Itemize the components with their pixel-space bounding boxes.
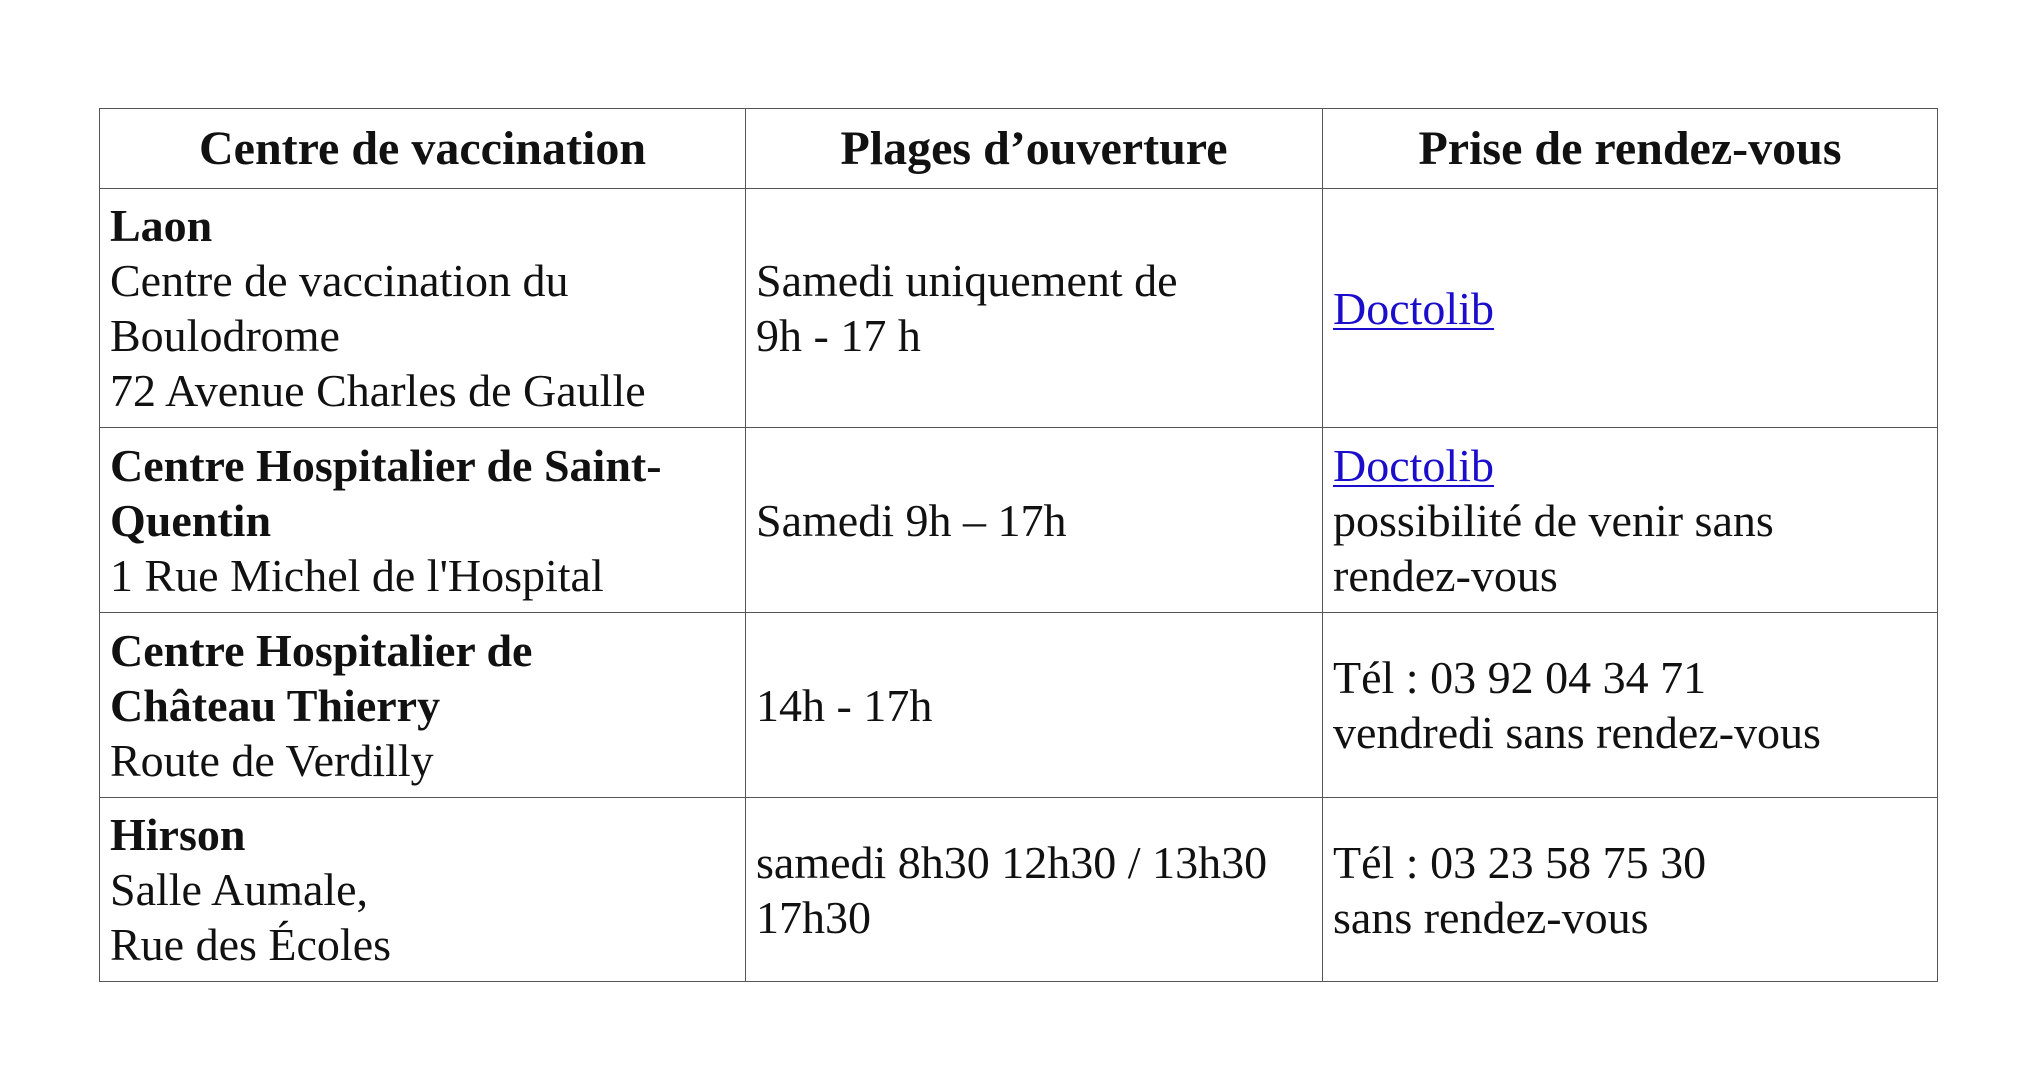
center-name: Quentin <box>110 494 272 546</box>
center-address: 1 Rue Michel de l'Hospital <box>110 549 604 601</box>
hours-text: Samedi uniquement de <box>756 255 1178 306</box>
center-name: Hirson <box>110 809 246 860</box>
center-address: Boulodrome <box>110 310 340 361</box>
hours-cell <box>746 613 1323 798</box>
table-row <box>100 798 1938 982</box>
booking-text: rendez-vous <box>1333 549 1558 601</box>
hours-cell <box>746 189 1323 428</box>
booking-phone: Tél : 03 92 04 34 71 <box>1333 652 1707 703</box>
hours-text: Samedi 9h – 17h <box>756 494 1067 546</box>
header-booking: Prise de rendez-vous <box>1323 109 1938 189</box>
header-center: Centre de vaccination <box>100 109 746 189</box>
table-row <box>100 428 1938 613</box>
center-cell <box>100 189 746 428</box>
booking-cell <box>1323 189 1938 428</box>
booking-cell <box>1323 428 1938 613</box>
center-name: Centre Hospitalier de Saint- <box>110 439 662 491</box>
center-cell <box>100 428 746 613</box>
center-name: Centre Hospitalier de <box>110 624 533 676</box>
center-address: 72 Avenue Charles de Gaulle <box>110 365 646 416</box>
header-hours: Plages d’ouverture <box>746 109 1323 189</box>
booking-text: vendredi sans rendez-vous <box>1333 707 1821 758</box>
table-row <box>100 613 1938 798</box>
table-row <box>100 189 1938 428</box>
doctolib-link[interactable]: Doctolib <box>1333 439 1494 491</box>
center-cell <box>100 798 746 982</box>
center-cell <box>100 613 746 798</box>
booking-cell <box>1323 613 1938 798</box>
hours-text: samedi 8h30 12h30 / 13h30 <box>756 836 1268 888</box>
hours-text: 17h30 <box>756 891 871 943</box>
center-address: Rue des Écoles <box>110 919 392 970</box>
center-address: Centre de vaccination du <box>110 255 569 306</box>
center-name: Laon <box>110 200 213 251</box>
center-address: Salle Aumale, <box>110 864 369 915</box>
vaccination-centers-table <box>99 108 1938 982</box>
hours-text: 14h - 17h <box>756 679 933 731</box>
booking-phone: Tél : 03 23 58 75 30 <box>1333 836 1707 888</box>
hours-text: 9h - 17 h <box>756 310 921 361</box>
doctolib-link[interactable]: Doctolib <box>1333 282 1494 334</box>
booking-text: possibilité de venir sans <box>1333 494 1774 546</box>
hours-cell <box>746 428 1323 613</box>
header-row <box>100 109 1938 189</box>
center-name: Château Thierry <box>110 679 441 731</box>
booking-cell <box>1323 798 1938 982</box>
center-address: Route de Verdilly <box>110 734 434 786</box>
booking-text: sans rendez-vous <box>1333 891 1649 943</box>
hours-cell <box>746 798 1323 982</box>
